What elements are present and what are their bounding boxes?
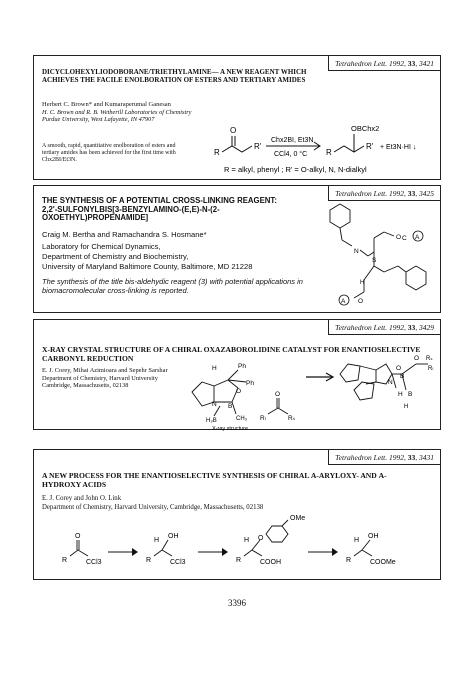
abstract-1-authors: Herbert C. Brown* and Kumaraperumal Ganesan <box>42 101 171 108</box>
reference-4: Tetrahedron Lett. 1992, 33, 3431 <box>328 450 440 465</box>
svg-text:O: O <box>236 388 242 395</box>
reference-1: Tetrahedron Lett. 1992, 33, 3421 <box>328 56 440 71</box>
svg-text:R = alkyl, phenyl ; R' = O-alk: R = alkyl, phenyl ; R' = O-alkyl, N, N-dialkyl <box>224 165 367 174</box>
svg-text:COOH: COOH <box>260 559 281 566</box>
svg-text:COOMe: COOMe <box>370 559 396 566</box>
abstract-1-affiliation: H. C. Brown and R. B. Wetherill Laboratories of Chemistry Purdue University, West Lafayette, IN 47907 <box>42 109 192 124</box>
svg-text:O: O <box>358 298 364 305</box>
abstract-4 <box>33 449 441 580</box>
catalyst-complex-structure <box>336 334 436 424</box>
svg-text:O: O <box>414 355 420 362</box>
svg-text:R: R <box>62 557 68 564</box>
reference-3: Tetrahedron Lett. 1992, 33, 3429 <box>328 320 440 335</box>
abstract-2-title: THE SYNTHESIS OF A POTENTIAL CROSS-LINKING REAGENT: 2,2'-SULFONYLBIS[3-BENZYLAMINO-(E,E)-N-(2-OXOETHYL)PROPENAMIDE] <box>42 196 277 223</box>
svg-text:R: R <box>346 557 352 564</box>
svg-text:O: O <box>258 535 264 542</box>
svg-text:O: O <box>275 391 281 398</box>
abstract-3-affiliation: Department of Chemistry, Harvard University Cambridge, Massachusetts, 02138 <box>42 375 158 390</box>
svg-text:H₃B: H₃B <box>206 418 217 424</box>
svg-text:H: H <box>404 404 409 410</box>
svg-text:O: O <box>396 234 402 241</box>
abstract-1-title: DICYCLOHEXYLIODOBORANE/TRIETHYLAMINE— A NEW REAGENT WHICH ACHIEVES THE FACILE ENOLBORATION OF ESTERS AND TERTIARY AMIDES <box>42 68 307 84</box>
svg-text:B: B <box>400 373 405 380</box>
svg-text:Chx2BI, Et3N: Chx2BI, Et3N <box>271 137 314 144</box>
svg-text:C: C <box>402 235 407 242</box>
svg-text:R': R' <box>366 142 374 151</box>
svg-text:O: O <box>230 126 237 135</box>
svg-text:H: H <box>212 365 217 372</box>
svg-text:R: R <box>236 557 242 564</box>
svg-text:N: N <box>212 401 217 408</box>
svg-text:B: B <box>228 403 233 410</box>
svg-text:Rₗ: Rₗ <box>260 415 266 422</box>
abstract-1-summary: A smooth, rapid, quantitative enolboration of esters and tertiary amides has been achieved for the first time with Chx2BI/Et3N. <box>42 143 176 164</box>
abstract-2-summary: The synthesis of the title bis-aldehydic reagent (3) with potential applications in biomacromolecular cross-linking is reported. <box>42 277 303 295</box>
svg-text:R: R <box>214 148 220 157</box>
svg-text:R': R' <box>254 142 262 151</box>
svg-text:N: N <box>354 248 359 255</box>
svg-text:X-ray structure: X-ray structure <box>212 426 249 432</box>
svg-text:S: S <box>372 257 377 264</box>
abstract-3 <box>33 319 441 430</box>
abstract-2-authors: Craig M. Bertha and Ramachandra S. Hosmane* <box>42 230 207 239</box>
reaction-arrow <box>306 372 336 382</box>
cross-linking-reagent-structure <box>310 200 440 312</box>
reference-2: Tetrahedron Lett. 1992, 33, 3425 <box>328 186 440 201</box>
svg-text:+ Et3N·HI ↓: + Et3N·HI ↓ <box>380 144 417 151</box>
svg-text:H: H <box>244 537 250 544</box>
abstract-4-authors: E. J. Corey and John O. Link <box>42 495 122 502</box>
aryloxy-acid-scheme <box>38 512 438 576</box>
abstract-3-title: X-RAY CRYSTAL STRUCTURE OF A CHIRAL OXAZABOROLIDINE CATALYST FOR ENANTIOSELECTIVE CARBONYL REDUCTION <box>42 345 421 363</box>
svg-text:Rₗ: Rₗ <box>428 366 434 372</box>
page-number: 3396 <box>228 598 246 608</box>
svg-text:H: H <box>354 537 360 544</box>
svg-text:OMe: OMe <box>290 515 306 522</box>
svg-text:B: B <box>408 391 413 398</box>
svg-text:O: O <box>75 533 81 540</box>
ketone-structure <box>260 390 300 430</box>
abstract-2-affiliation: Laboratory for Chemical Dynamics, Department of Chemistry and Biochemistry, University of Maryland Baltimore County, Baltimore, MD 21228 <box>42 242 253 271</box>
svg-text:H: H <box>360 280 365 286</box>
svg-text:H: H <box>154 537 160 544</box>
svg-text:Rₛ: Rₛ <box>288 415 296 422</box>
svg-text:Ph: Ph <box>238 363 246 370</box>
svg-text:Rₛ: Rₛ <box>426 356 433 362</box>
svg-text:CCl3: CCl3 <box>86 559 102 566</box>
abstract-2 <box>33 185 441 313</box>
svg-text:O: O <box>396 365 402 372</box>
svg-text:A: A <box>341 298 346 305</box>
enolboration-scheme <box>184 120 444 180</box>
abstract-4-affiliation: Department of Chemistry, Harvard University, Cambridge, Massachusetts, 02138 <box>42 504 264 511</box>
svg-text:R: R <box>326 148 332 157</box>
svg-text:CCl4, 0 °C: CCl4, 0 °C <box>274 151 308 158</box>
svg-text:H: H <box>398 391 403 398</box>
abstract-3-authors: E. J. Corey, Mihai Azimioara and Sepehr Sarshar <box>42 367 168 374</box>
svg-text:CCl3: CCl3 <box>170 559 186 566</box>
svg-text:CH₃: CH₃ <box>236 416 248 422</box>
svg-text:N: N <box>388 379 393 386</box>
svg-text:Ph: Ph <box>246 380 254 387</box>
svg-text:OH: OH <box>368 533 379 540</box>
svg-text:A: A <box>415 234 420 241</box>
svg-text:OBChx2: OBChx2 <box>351 124 380 133</box>
abstract-1 <box>33 55 441 180</box>
svg-text:OH: OH <box>168 533 179 540</box>
svg-text:R: R <box>146 557 152 564</box>
abstract-4-title: A NEW PROCESS FOR THE ENANTIOSELECTIVE SYNTHESIS OF CHIRAL Α-ARYLOXY- AND Α-HYDROXY ACIDS <box>42 471 387 489</box>
